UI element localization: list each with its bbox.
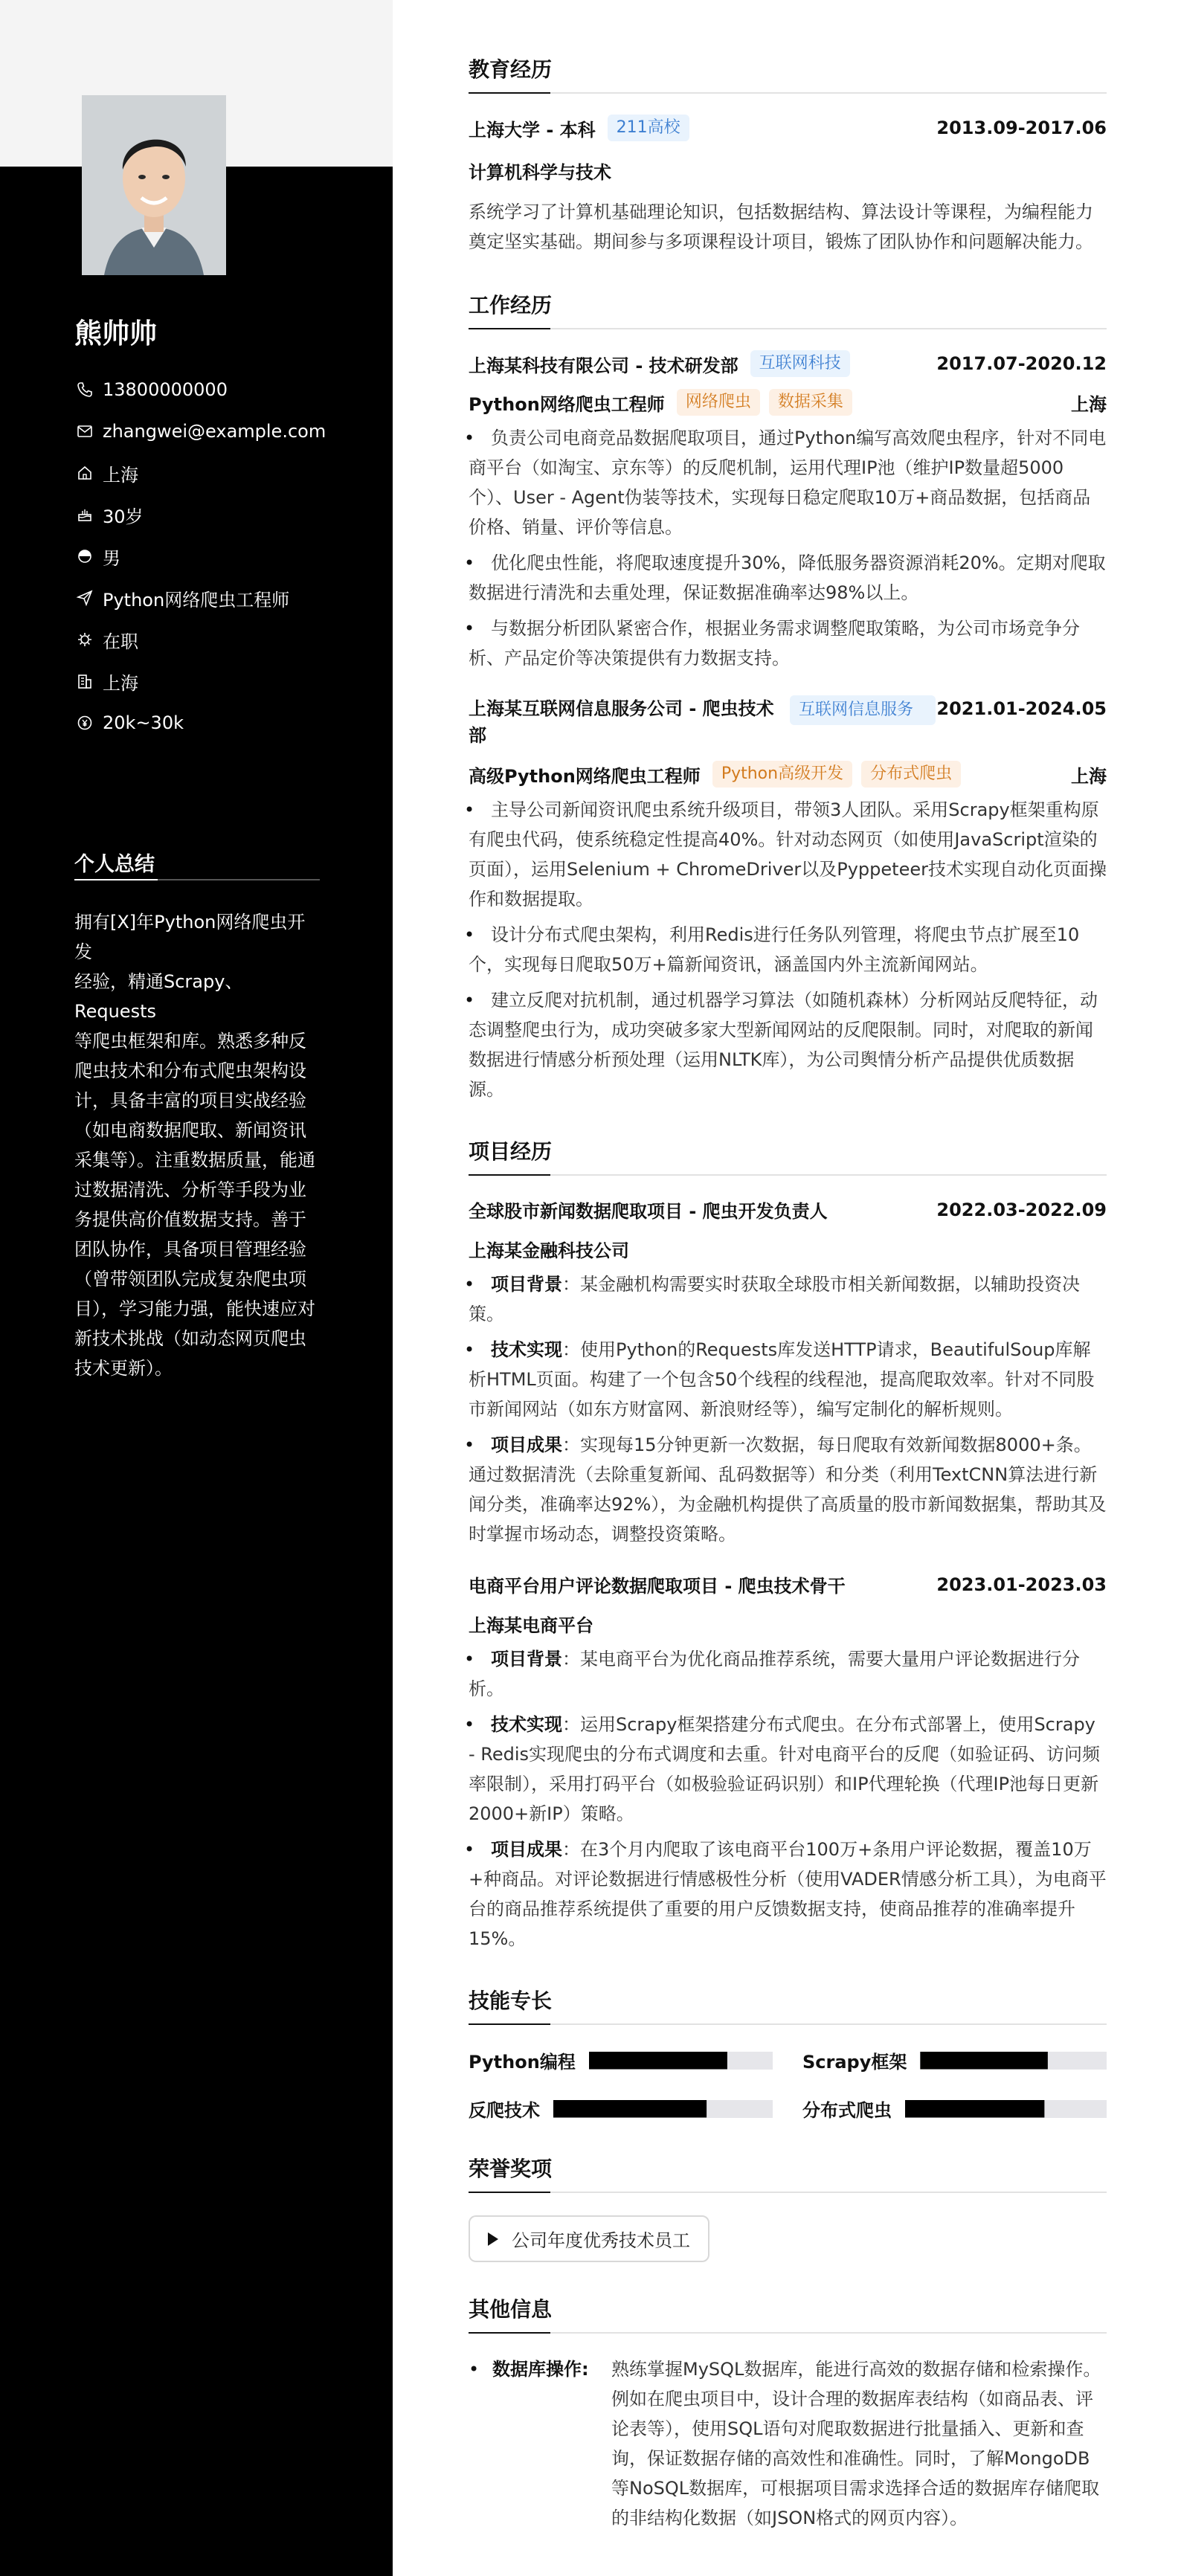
job-position: 高级Python网络爬虫工程师 — [469, 765, 701, 787]
project-bullet — [469, 1710, 1107, 1829]
summary-title: 个人总结 — [74, 853, 155, 876]
job-industry-tag: 互联网信息服务 — [790, 695, 936, 725]
project-name: 电商平台用户评论数据爬取项目 - 爬虫技术骨干 — [469, 1576, 846, 1597]
skill-item — [802, 2096, 1107, 2122]
awards-section — [469, 2153, 1107, 2262]
skill-name: Scrapy框架 — [802, 2052, 907, 2073]
candidate-name: 熊帅帅 — [74, 318, 157, 350]
project-date: 2023.01-2023.03 — [936, 1574, 1107, 1595]
work-title: 工作经历 — [469, 289, 1107, 329]
skill-item — [469, 2047, 773, 2073]
sidebar — [0, 0, 393, 2576]
project-bullet — [469, 1835, 1107, 1954]
skill-fill — [920, 2052, 1047, 2070]
job-bullet: • 与数据分析团队紧密合作，根据业务需求调整爬取策略，为公司市场竞争分析、产品定价等决策提供有力数据支持。 — [469, 614, 1107, 673]
job-industry-tag: 互联网科技 — [750, 350, 850, 377]
job-city: 上海 — [1071, 393, 1107, 415]
job-entry — [469, 695, 1107, 1104]
project-header — [469, 1197, 1107, 1223]
skill-fill — [589, 2052, 727, 2070]
age-icon — [74, 504, 95, 525]
summary-divider — [74, 879, 320, 880]
gender-icon — [74, 546, 95, 567]
project-bullet-label: 项目成果 — [491, 1434, 562, 1455]
skill-fill — [905, 2100, 1044, 2118]
project-bullet-text: ：某电商平台为优化商品推荐系统，需要大量用户评论数据进行分析。 — [469, 1649, 1080, 1699]
major: 计算机科学与技术 — [469, 162, 611, 183]
project-bullet-label: 技术实现 — [491, 1714, 562, 1735]
project-bullet-label: 项目背景 — [491, 1649, 562, 1669]
info-location-text: 上海 — [103, 464, 138, 486]
info-position — [74, 577, 326, 619]
project-date: 2022.03-2022.09 — [936, 1199, 1107, 1220]
project-bullets — [469, 1269, 1107, 1549]
skill-bar — [905, 2100, 1107, 2118]
job-skill-tag: 分布式爬虫 — [861, 761, 961, 788]
mail-icon — [74, 421, 95, 442]
job-skill-tag: Python高级开发 — [712, 761, 852, 788]
job-skill-tag: 网络爬虫 — [677, 389, 760, 416]
project-bullet — [469, 1644, 1107, 1704]
awards-title: 荣誉奖项 — [469, 2153, 1107, 2193]
other-item — [469, 2354, 1107, 2533]
main-content — [469, 54, 1107, 2564]
project-bullet — [469, 1269, 1107, 1329]
info-location — [74, 452, 326, 494]
other-text: 熟练掌握MySQL数据库，能进行高效的数据存储和检索操作。例如在爬虫项目中，设计合理的数据库表结构（如商品表、评论表等），使用SQL语句对爬取数据进行批量插入、更新和查询，保证数据存储的高效性和准确性。同时，了解MongoDB等NoSQL数据库，可根据项目需求选择合适的数据库存储爬取的非结构化数据（如JSON格式的网页内容）。 — [611, 2359, 1101, 2528]
phone-icon — [74, 379, 95, 400]
job-date: 2017.07-2020.12 — [936, 353, 1107, 374]
job-date: 2021.01-2024.05 — [936, 698, 1107, 719]
other-label: 数据库操作: — [492, 2359, 589, 2380]
job-role-row — [469, 389, 1107, 416]
project-bullet — [469, 1430, 1107, 1549]
skills-grid — [469, 2047, 1107, 2122]
skills-title: 技能专长 — [469, 1985, 1107, 2025]
job-bullets — [469, 795, 1107, 1104]
project-header — [469, 1571, 1107, 1597]
info-email — [74, 410, 326, 452]
job-skill-tag: 数据采集 — [769, 389, 852, 416]
summary-text: 拥有[X]年Python网络爬虫开发 经验，精通Scrapy、Requests 等爬虫框架和库。熟悉多种反 爬虫技术和分布式爬虫架构设 计，具备丰富的项目实战经验 （如电商数据爬取、新闻资讯 采集等）。注重数据质量，能通 过数据清洗、分析等手段为业 务提供高价值数据支持。善于 团队协作，具备项目管理经验 （曾带领团队完成复杂爬虫项 目），学习能力强，能快速应对 新技术挑战（如动态网页爬虫 技术更新）。 — [74, 912, 315, 1379]
skill-item — [802, 2047, 1107, 2073]
skill-bar — [589, 2052, 773, 2070]
project-entry — [469, 1571, 1107, 1954]
info-city — [74, 660, 326, 702]
job-bullets — [469, 423, 1107, 673]
job-company: 上海某科技有限公司 - 技术研发部 — [469, 355, 738, 376]
projects-section — [469, 1136, 1107, 1954]
education-section — [469, 54, 1107, 257]
skill-bar — [920, 2052, 1107, 2070]
projects-title: 项目经历 — [469, 1136, 1107, 1176]
info-age-text: 30岁 — [103, 506, 144, 527]
job-bullet: • 负责公司电商竞品数据爬取项目，通过Python编写高效爬虫程序，针对不同电商平台（如淘宝、京东等）的反爬机制，运用代理IP池（维护IP数量超5000个）、User - Agent伪装等技术，实现每日稳定爬取10万+商品数据，包括商品价格、销量、评价等信息。 — [469, 423, 1107, 542]
education-header — [469, 115, 1107, 141]
other-title: 其他信息 — [469, 2293, 1107, 2334]
education-desc: 系统学习了计算机基础理论知识，包括数据结构、算法设计等课程，为编程能力奠定坚实基础。期间参与多项课程设计项目，锻炼了团队协作和问题解决能力。 — [469, 202, 1093, 252]
project-bullet-label: 项目背景 — [491, 1274, 562, 1295]
info-salary — [74, 702, 326, 744]
job-bullet: • 优化爬虫性能，将爬取速度提升30%，降低服务器资源消耗20%。定期对爬取数据进行清洗和去重处理，保证数据准确率达98%以上。 — [469, 548, 1107, 608]
job-bullet: • 设计分布式爬虫架构，利用Redis进行任务队列管理，将爬虫节点扩展至10个，实现每日爬取50万+篇新闻资讯，涵盖国内外主流新闻网站。 — [469, 920, 1107, 979]
award-text: 公司年度优秀技术员工 — [512, 2230, 690, 2251]
project-bullet — [469, 1335, 1107, 1424]
school-tag: 211高校 — [608, 115, 689, 141]
project-org: 上海某电商平台 — [469, 1615, 593, 1636]
info-status — [74, 619, 326, 660]
info-age — [74, 494, 326, 535]
work-section — [469, 289, 1107, 1104]
job-entry — [469, 350, 1107, 673]
job-role-row — [469, 761, 1107, 788]
play-icon — [488, 2232, 498, 2246]
info-phone — [74, 369, 326, 410]
job-header — [469, 350, 1107, 377]
job-header — [469, 695, 1107, 749]
info-email-text: zhangwei@example.com — [103, 421, 326, 442]
info-position-text: Python网络爬虫工程师 — [103, 589, 290, 611]
other-section — [469, 2293, 1107, 2533]
info-gender-text: 男 — [103, 547, 120, 569]
skill-name: 分布式爬虫 — [802, 2100, 892, 2121]
skill-item — [469, 2096, 773, 2122]
building-icon — [74, 671, 95, 692]
salary-icon — [74, 712, 95, 733]
school-name: 上海大学 - 本科 — [469, 119, 596, 141]
job-company: 上海某互联网信息服务公司 - 爬虫技术部 — [469, 698, 774, 746]
education-title: 教育经历 — [469, 54, 1107, 94]
info-phone-text: 13800000000 — [103, 379, 228, 400]
skill-name: Python编程 — [469, 2052, 576, 2073]
job-position: Python网络爬虫工程师 — [469, 393, 665, 415]
contact-info — [74, 369, 326, 744]
status-icon — [74, 629, 95, 650]
info-gender — [74, 535, 326, 577]
info-salary-text: 20k~30k — [103, 712, 184, 733]
home-icon — [74, 463, 95, 483]
project-bullet-text: ：某金融机构需要实时获取全球股市相关新闻数据，以辅助投资决策。 — [469, 1274, 1080, 1324]
send-icon — [74, 587, 95, 608]
project-bullet-text: ：运用Scrapy框架搭建分布式爬虫。在分布式部署上，使用Scrapy - Redis实现爬虫的分布式调度和去重。针对电商平台的反爬（如验证码、访问频率限制），采用打码平台（如极验验证码识别）和IP代理轮换（代理IP池每日更新2000+新IP）策略。 — [469, 1714, 1101, 1824]
skill-bar — [553, 2100, 773, 2118]
job-bullet: • 主导公司新闻资讯爬虫系统升级项目，带领3人团队。采用Scrapy框架重构原有爬虫代码，使系统稳定性提高40%。针对动态网页（如使用JavaScript渲染的页面），运用Selenium + ChromeDriver以及Pyppeteer技术实现自动化页面操作和数据提取。 — [469, 795, 1107, 914]
project-bullet-text: ：实现每15分钟更新一次数据，每日爬取有效新闻数据8000+条。通过数据清洗（去除重复新闻、乱码数据等）和分类（利用TextCNN算法进行新闻分类，准确率达92%），为金融机构提供了高质量的股市新闻数据集，帮助其及时掌握市场动态，调整投资策略。 — [469, 1434, 1107, 1545]
avatar — [82, 95, 226, 275]
info-status-text: 在职 — [103, 631, 138, 652]
award-item — [469, 2215, 709, 2262]
job-bullet: • 建立反爬对抗机制，通过机器学习算法（如随机森林）分析网站反爬特征，动态调整爬虫行为，成功突破多家大型新闻网站的反爬限制。同时，对爬取的新闻数据进行情感分析预处理（运用NLTK库），为公司舆情分析产品提供优质数据源。 — [469, 985, 1107, 1104]
project-entry — [469, 1197, 1107, 1549]
project-name: 全球股市新闻数据爬取项目 - 爬虫开发负责人 — [469, 1201, 828, 1222]
skill-name: 反爬技术 — [469, 2100, 540, 2121]
project-bullet-label: 项目成果 — [491, 1839, 562, 1860]
project-bullet-text: ：使用Python的Requests库发送HTTP请求，BeautifulSoup库解析HTML页面。构建了一个包含50个线程的线程池，提高爬取效率。针对不同股市新闻网站（如东方财富网、新浪财经等），编写定制化的解析规则。 — [469, 1339, 1095, 1420]
project-bullets — [469, 1644, 1107, 1954]
project-bullet-text: ：在3个月内爬取了该电商平台100万+条用户评论数据，覆盖10万+种商品。对评论数据进行情感极性分析（使用VADER情感分析工具），为电商平台的商品推荐系统提供了重要的用户反馈数据支持，使商品推荐的准确率提升15%。 — [469, 1839, 1107, 1949]
project-bullet-label: 技术实现 — [491, 1339, 562, 1360]
education-date: 2013.09-2017.06 — [936, 117, 1107, 138]
skill-fill — [553, 2100, 707, 2118]
job-city: 上海 — [1071, 765, 1107, 787]
bullet-dot: • — [469, 2359, 480, 2380]
skills-section — [469, 1985, 1107, 2122]
project-org: 上海某金融科技公司 — [469, 1240, 629, 1261]
info-city-text: 上海 — [103, 672, 138, 694]
